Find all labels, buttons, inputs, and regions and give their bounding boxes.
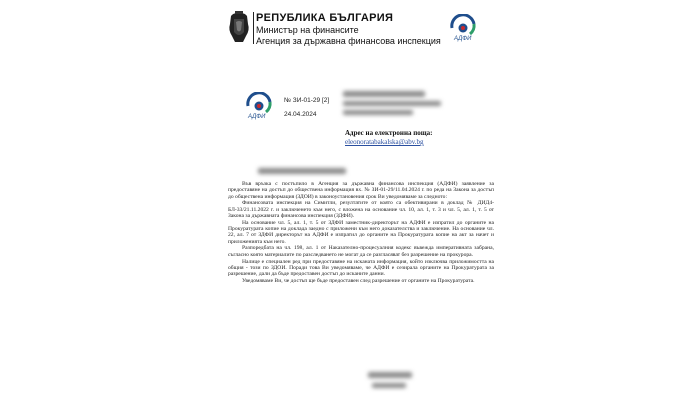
republic-title: РЕПУБЛИКА БЪЛГАРИЯ <box>256 12 394 24</box>
body-paragraph: На основание чл. 5, ал. 1, т. 5 от ЗДФИ заместник-директорът на АДФИ е изпратил до органите на Прокуратурата копие на доклада заедно с приложени към него доказателства и заключение. На основание чл. 22, ал. 7 от ЗДФИ директорът на АДФИ е изпратил до органите на Прокуратурата копие на акт за начет и приложенията към него. <box>228 219 494 245</box>
redacted-recipient-line <box>343 101 441 106</box>
adfi-logo-icon <box>448 14 478 38</box>
redacted-signature-title <box>372 383 406 388</box>
reference-block <box>284 96 329 120</box>
reference-date: 24.04.2024 <box>284 111 317 118</box>
coat-of-arms-icon <box>226 10 252 44</box>
ministry-line: Министър на финансите <box>256 25 359 35</box>
redacted-recipient-line <box>343 110 413 115</box>
adfi-logo-top <box>448 14 478 44</box>
reference-number: № ЗИ-01-29 [2] <box>284 97 330 104</box>
redacted-recipient-name <box>343 91 425 97</box>
letter-body <box>228 181 494 285</box>
body-paragraph: Разпоредбата на чл. 198, ал. 1 от Наказателно-процесуалния кодекс въвежда императивната забрана, съгласно която материалите по разследването не могат да се разгласяват без разрешение на прокурора. <box>228 245 494 258</box>
body-paragraph: Във връзка с постъпило в Агенция за държавна финансова инспекция (АДФИ) заявление за предоставяне на достъп до обществена информация вх. № ЗИ-01-29/11.04.2024 г. по реда на Закона за достъп до обществена информация (ЗДОИ) в законоустановения срок Ви уведомяваме за следното: <box>228 181 494 200</box>
body-paragraph: Уведомяваме Ви, че достъп ще бъде предоставен след разрешение от органите на Прокуратурата. <box>242 277 475 284</box>
body-paragraph: Финансовата инспекция на Симитли, резултатите от която са обективирани в доклад № ДИД4-БЛ-33/21.11.2022 г. и заключенето към него, с вложена на основание чл. 10, ал. 1, т. 3 и чл. 5, ал. 1, т. 5 от Закона за държавната финансова инспекция (ЗДФИ). <box>228 200 494 219</box>
adfi-logo-reference <box>244 92 274 122</box>
body-paragraph: Налице е специален ред при предоставяне на исканата информация, който изключва приложимостта на общия - този по ЗДОИ. Поради това Ви уведомяваме, че АДФИ е сезирала органите на Прокуратурата за разрешение, дали да бъде предоставен достъп до исканите данни. <box>228 258 494 278</box>
email-label: Адрес на електронна поща: <box>345 129 433 137</box>
email-address-link[interactable]: eleonoratabakalska@abv.bg <box>345 138 424 146</box>
adfi-logo-icon <box>244 92 274 116</box>
redacted-signature <box>368 372 412 378</box>
adfi-logo-caption: АДФИ <box>248 114 266 120</box>
email-block <box>345 129 433 147</box>
adfi-logo-caption: АДФИ <box>454 36 472 42</box>
header-text <box>256 12 441 47</box>
header-divider <box>253 12 254 44</box>
redacted-salutation <box>258 168 346 174</box>
agency-line: Агенция за държавна финансова инспекция <box>256 36 441 46</box>
